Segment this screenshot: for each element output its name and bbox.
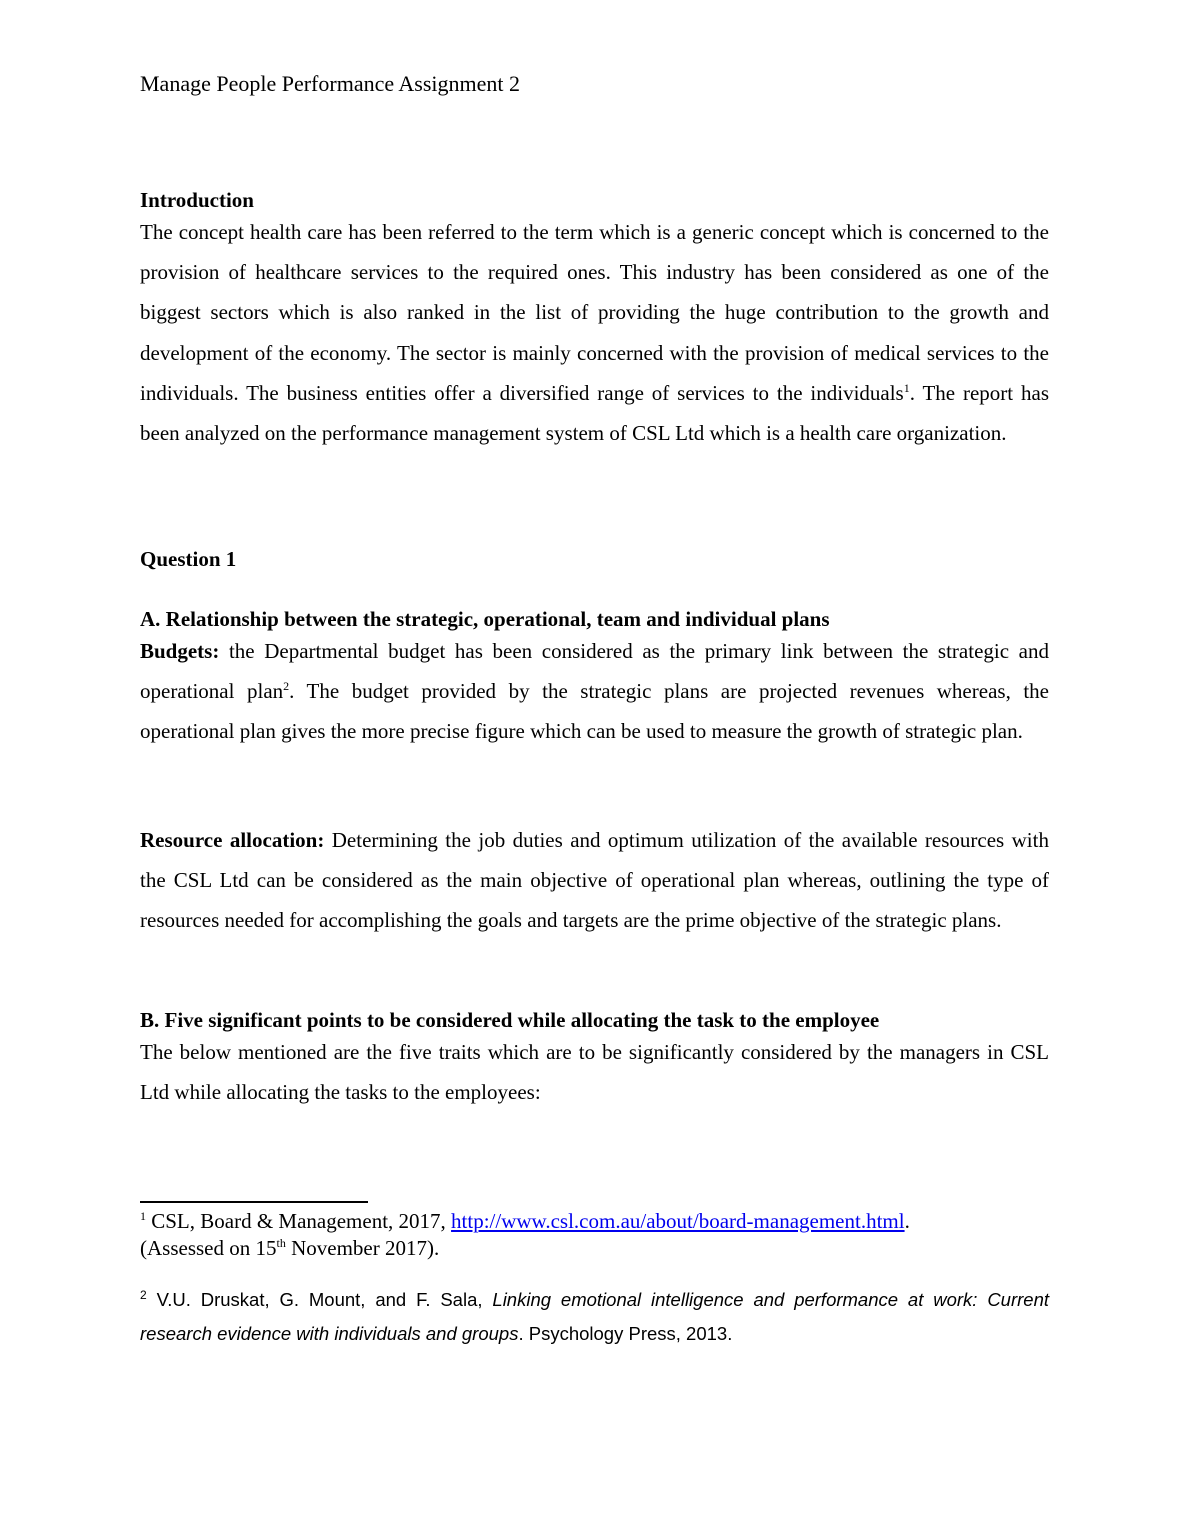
footnote-ref-2[interactable]: 2 (283, 679, 290, 694)
footnote-2-title: Linking emotional intelligence and performance at work: Current research evidence with individuals and groups (140, 1289, 1050, 1344)
section-a-heading: A. Relationship between the strategic, operational, team and individual plans (140, 607, 830, 631)
footnote-1-access-date: November 2017). (285, 1236, 440, 1260)
footnote-1 (140, 1208, 1049, 1262)
footnote-1-ordinal: th (276, 1236, 286, 1250)
section-b-heading: B. Five significant points to be considered while allocating the task to the employee (140, 1008, 880, 1032)
introduction-section (140, 186, 1049, 453)
page-header: Manage People Performance Assignment 2 (140, 71, 521, 96)
budgets-text-cont: . The budget provided by the strategic plans are projected revenues whereas, the operational plan gives the more precise figure which can be used to measure the growth of strategic plan. (140, 679, 1049, 744)
footnote-1-mark: 1 (140, 1209, 146, 1223)
budgets-text: the Departmental budget has been considered as the primary link between the strategic and operational plan (140, 639, 1049, 704)
footnote-2-mark: 2 (140, 1287, 147, 1302)
question1-heading: Question 1 (140, 547, 237, 571)
question1-section (140, 545, 1049, 573)
footnote-2 (140, 1283, 1049, 1351)
footnote-1-period: . (904, 1209, 910, 1233)
resource-allocation-text: Determining the job duties and optimum utilization of the available resources with the CSL Ltd can be considered as the main objective of operational plan whereas, outlining the type of resources needed for accomplishing the goals and targets are the prime objective of the strategic plans. (140, 828, 1049, 933)
footnote-2-authors: V.U. Druskat, G. Mount, and F. Sala, (146, 1289, 493, 1310)
section-b-paragraph: The below mentioned are the five traits which are to be significantly considered by the managers in CSL Ltd while allocating the tasks to the employees: (140, 1040, 1049, 1105)
introduction-text: The concept health care has been referred to the term which is a generic concept which is concerned to the provision of healthcare services to the required ones. This industry has been considered as one of the biggest sectors which is also ranked in the list of providing the huge contribution to the growth and development of the economy. The sector is mainly concerned with the provision of medical services to the individuals. The business entities offer a diversified range of services to the individuals (140, 220, 1049, 405)
footnote-ref-1[interactable]: 1 (903, 380, 910, 395)
section-a (140, 605, 1049, 752)
budgets-label: Budgets: (140, 639, 220, 663)
resource-allocation-block (140, 820, 1049, 941)
introduction-heading: Introduction (140, 188, 254, 212)
budgets-paragraph (140, 631, 1049, 752)
footnote-1-access-text: (Assessed on 15 (140, 1236, 277, 1260)
footnote-1-link[interactable]: http://www.csl.com.au/about/board-management.html (451, 1209, 905, 1233)
footnote-2-publisher: . Psychology Press, 2013. (518, 1323, 733, 1344)
introduction-paragraph (140, 212, 1049, 453)
footnote-1-text: CSL, Board & Management, 2017, (151, 1209, 452, 1233)
introduction-text-cont: . The report has been analyzed on the performance management system of CSL Ltd which is a health care organization. (140, 380, 1049, 446)
resource-allocation-paragraph (140, 820, 1049, 941)
section-b (140, 1006, 1049, 1112)
footnote-separator (140, 1201, 368, 1203)
resource-allocation-label: Resource allocation: (140, 828, 325, 852)
